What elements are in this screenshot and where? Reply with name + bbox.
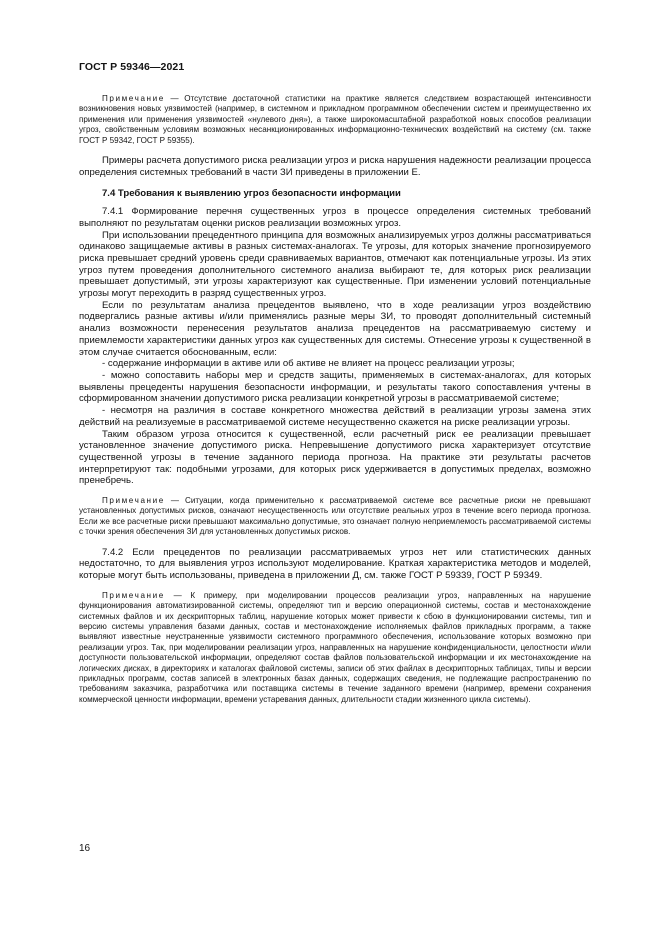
note-1 [79,94,591,146]
standard-designation: ГОСТ Р 59346—2021 [79,61,185,73]
paragraph-if-precedent: Если по результатам анализа прецедентов выявлено, что в ходе реализации угроз воздействию подвергались разные активы и/или применялись разные меры ЗИ, то проводят дополнительный системный анализ возможности перенесения результатов анализа прецедентов на рассматриваемую систему и приемлемости характеристики данных угроз как существенных для системы. Отнесение угрозы к существенной в этом случае считается обоснованным, если: [79,299,591,358]
paragraph-precedent: При использовании прецедентного принципа для возможных анализируемых угроз должны рассматриваться одинаково защищаемые активы в разных системах-аналогах. Те угрозы, для которых значение прогнозируемого риска превышает средний уровень среди сравниваемых вариантов, отмечают как потенциальные угрозы. Из этих угроз путем проведения дополнительного системного анализа выбирают те, для которых риск реализации превышает допустимый, эти угрозы характеризуют как существенные. При изменении условий потенциальные угрозы могут переходить в разряд существенных угроз. [79,229,591,300]
note-3-label: Примечание [102,590,165,600]
section-heading-7-4: 7.4 Требования к выявлению угроз безопасности информации [102,188,401,200]
note-1-label: Примечание [102,94,165,103]
paragraph-7-4-1: 7.4.1 Формирование перечня существенных угроз в процессе определения системных требований выполняют по результатам оценки рисков реализации возможных угроз. [79,206,591,229]
page-number: 16 [79,843,91,854]
list-item-1: - содержание информации в активе или об активе не влияет на процесс реализации угрозы; [102,358,515,370]
list-item-2: - можно сопоставить наборы мер и средств защиты, применяемых в системах-аналогах, для которых выявлены прецеденты нарушения безопасности информации, и результаты такого сопоставления учтены в сформированном значении допустимого риска реализации конкретной угрозы в рассматриваемой системе; [79,369,591,405]
note-2 [79,496,591,538]
note-1-text: — Отсутствие достаточной статистики на практике является следствием возрастающей интенсивности возникновения новых уязвимостей (например, в системном и прикладном программном обеспечении систем и преимущественно их применения или применения уязвимостей «нулевого дня»), а также широкомасштабной разработкой новых способов реализации угроз, свойственным условиям возможных несанкционированных информационно-технических воздействий на систему (см. также ГОСТ Р 59342, ГОСТ Р 59355). [79,94,591,145]
note-3 [79,591,591,705]
paragraph-7-4-2: 7.4.2 Если прецедентов по реализации рассматриваемых угроз нет или статистических данных недостаточно, то для выявления угроз используют моделирование. Краткая характеристика методов и моделей, которые могут быть использованы, приведена в приложении Д, см. также ГОСТ Р 59339, ГОСТ Р 59349. [79,546,591,582]
note-2-label: Примечание [102,496,165,506]
paragraph-thus: Таким образом угроза относится к существенной, если расчетный риск ее реализации превышает установленное значение допустимого риска. Непревышение допустимого риска характеризует отсутствие существенной угрозы в течение заданного периода прогноза. На практике эти результаты расчетов интерпретируют так: подобными угрозами, для которых риск удерживается в допустимых пределах, возможно пренебречь. [79,428,591,487]
list-item-3: - несмотря на различия в составе конкретного множества действий в реализации угрозы замена этих действий на реализуемые в рассматриваемой системе несущественно скажется на риске реализации угрозы. [79,405,591,428]
note-3-text: — К примеру, при моделировании процессов реализации угроз, направленных на нарушение функционирования автоматизированной системы, определяют тип и версию операционной системы, состав и местонахождение системных файлов и их дескрипторных таблиц, нарушение которых может привести к сбою в функционировании системы, тип и версию системы управления базами данных, состав и местонахождение исполняемых файлов прикладных программ, а также выявляют известные неустраненные уязвимости системного программного обеспечения, использование которых возможно при реализации угроз. Так, при моделировании реализации угроз, направленных на нарушение конфиденциальности, целостности и/или доступности пользовательской информации, определяют состав файлов пользовательской информации и их местонахождение на логических дисках, в директориях и каталогах файловой системы, записи об этих файлах в дескрипторных таблицах, типы и версии прикладных программ, состав записей в электронных базах данных, содержащих сведения, не подлежащие распространению по требованиям заказчика, разработчика или поставщика системы в течение заданного времени (например, времени сохранения коммерческой ценности информации, времени устаревания данных, длительности стадии жизненного цикла системы). [79,590,591,704]
page-content [79,94,591,705]
note-2-text: — Ситуации, когда применительно к рассматриваемой системе все расчетные риски не превышают установленных допустимых рисков, означают несущественность или отсутствие реальных угроз в течение всего периода прогноза. Если же все расчетные риски превышают максимально допустимые, это означает полную неприемлемость рассматриваемой системы с точки зрения обеспечения ЗИ для установленных допустимых рисков. [79,496,591,537]
paragraph-examples: Примеры расчета допустимого риска реализации угроз и риска нарушения надежности реализации процесса определения системных требований в части ЗИ приведены в приложении Е. [79,155,591,178]
